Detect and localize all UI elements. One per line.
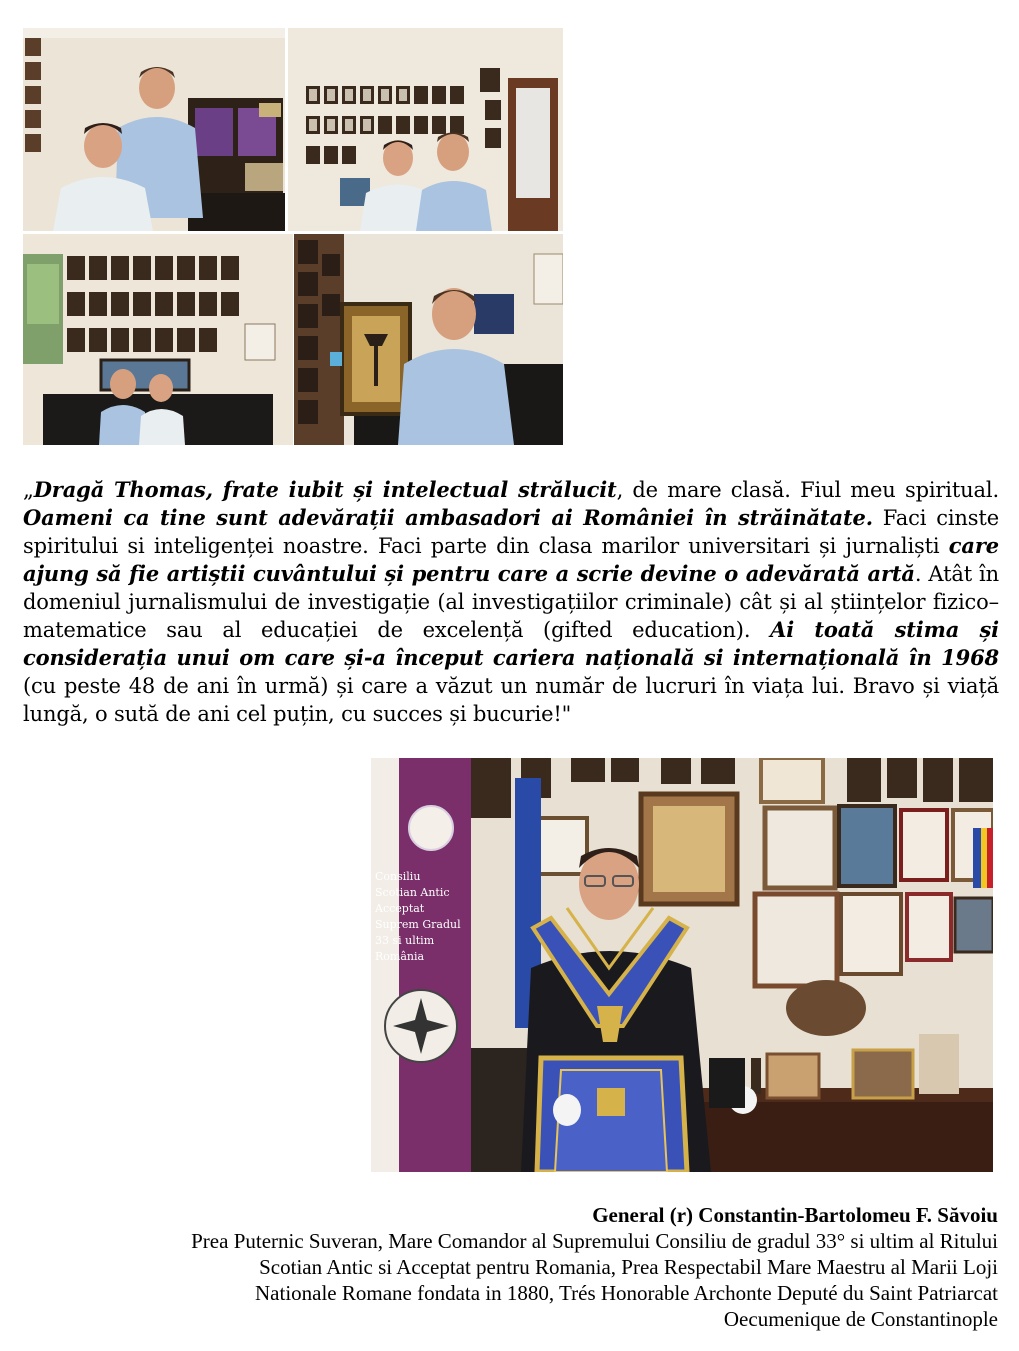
banner-line-6: România: [375, 950, 425, 963]
quote-paragraph: [23, 476, 999, 728]
signature-block: [18, 1202, 998, 1332]
signature-title-line-2: Scotian Antic si Acceptat pentru Romania, Prea Respectabil Mare Maestru al Marii Loji: [259, 1255, 998, 1279]
photo-grand-master-regalia: [371, 758, 993, 1172]
quote-emphasis-3: care ajung să fie artiștii cuvântului și pentru care a scrie devine o adevărată artă: [23, 533, 999, 586]
signature-title-line-1: Prea Puternic Suveran, Mare Comandor al Supremului Consiliu de gradul 33° si ultim al Ritului: [191, 1229, 998, 1253]
photo-sofa-portraits: [23, 234, 293, 445]
signature-name: General (r) Constantin-Bartolomeu F. Săvoiu: [592, 1203, 998, 1227]
photo-portrait-gallery: [288, 28, 563, 231]
banner-line-5: 33 si ultim: [375, 934, 435, 947]
signature-title-line-4: Oecumenique de Constantinople: [723, 1307, 998, 1331]
banner-line-3: Acceptat: [375, 902, 425, 915]
signature-title-line-3: Nationale Romane fondata in 1880, Trés Honorable Archonte Deputé du Saint Patriarcat: [255, 1281, 998, 1305]
quote-text-2: Faci cinste spiritului si inteligenței noastre. Faci parte din clasa marilor universitari și jurnaliști: [23, 506, 999, 558]
quote-text-4: (cu peste 48 de ani în urmă) și care a văzut un număr de lucruri în viața lui. Bravo și viață lungă, o sută de ani cel puțin, cu succes și bucurie!": [23, 674, 999, 726]
banner-line-1: Consiliu: [375, 870, 421, 883]
banner-line-2: Scotian Antic: [375, 886, 450, 899]
photo-man-with-plaque: [294, 234, 563, 445]
banner-line-4: Suprem Gradul: [375, 918, 461, 931]
quote-emphasis-4: Ai toată stima și considerația unui om care și-a început cariera națională si internațională în 1968: [23, 617, 1000, 670]
photo-two-men-office: [23, 28, 285, 231]
quote-emphasis-1: Dragă Thomas, frate iubit și intelectual strălucit: [33, 477, 617, 502]
quote-text-1: , de mare clasă. Fiul meu spiritual.: [616, 478, 1000, 502]
quote-open-mark: „: [23, 478, 34, 502]
quote-emphasis-2: Oameni ca tine sunt adevărații ambasadori ai României în străinătate.: [23, 505, 873, 530]
quote-text-3: . Atât în domeniul jurnalismului de investigație (al investigațiilor criminale) cât și al științelor fizico–matematice sau al educației de excelență (gifted education).: [23, 562, 999, 642]
